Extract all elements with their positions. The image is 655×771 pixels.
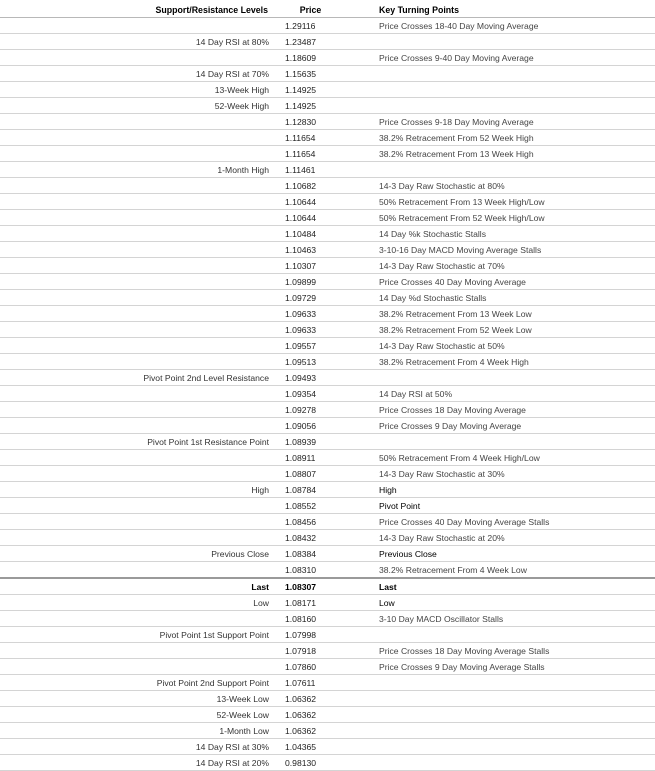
price-cell: 1.14925 <box>279 82 342 98</box>
table-row <box>0 178 655 194</box>
price-cell: 1.08552 <box>279 498 342 514</box>
level-cell <box>0 50 279 66</box>
table-row <box>0 418 655 434</box>
turning-point-cell: 14 Day RSI at 50% <box>342 386 655 402</box>
level-cell <box>0 194 279 210</box>
turning-point-cell: Price Crosses 9-18 Day Moving Average <box>342 114 655 130</box>
level-cell <box>0 146 279 162</box>
price-cell: 1.08807 <box>279 466 342 482</box>
price-cell: 1.08784 <box>279 482 342 498</box>
table-header-row <box>0 3 655 18</box>
table-row <box>0 290 655 306</box>
level-cell <box>0 498 279 514</box>
table-row <box>0 306 655 322</box>
level-cell <box>0 466 279 482</box>
price-cell: 1.23487 <box>279 34 342 50</box>
price-cell: 1.06362 <box>279 723 342 739</box>
table-row <box>0 226 655 242</box>
table-row <box>0 611 655 627</box>
turning-point-cell: 14 Day %d Stochastic Stalls <box>342 290 655 306</box>
price-cell: 1.09278 <box>279 402 342 418</box>
level-cell <box>0 402 279 418</box>
turning-point-cell <box>342 707 655 723</box>
turning-point-cell <box>342 98 655 114</box>
table-row <box>0 18 655 34</box>
turning-point-cell: 14-3 Day Raw Stochastic at 80% <box>342 178 655 194</box>
table-row <box>0 595 655 611</box>
level-cell: 14 Day RSI at 70% <box>0 66 279 82</box>
turning-point-cell: 38.2% Retracement From 52 Week High <box>342 130 655 146</box>
price-cell: 1.08310 <box>279 562 342 579</box>
price-cell: 1.09493 <box>279 370 342 386</box>
price-cell: 1.10644 <box>279 194 342 210</box>
level-cell: Low <box>0 595 279 611</box>
level-cell: 13-Week High <box>0 82 279 98</box>
turning-point-cell: 50% Retracement From 52 Week High/Low <box>342 210 655 226</box>
level-cell <box>0 322 279 338</box>
price-cell: 1.08939 <box>279 434 342 450</box>
level-cell <box>0 258 279 274</box>
price-cell: 1.08911 <box>279 450 342 466</box>
level-cell <box>0 659 279 675</box>
price-cell: 1.09557 <box>279 338 342 354</box>
turning-point-cell: 14-3 Day Raw Stochastic at 50% <box>342 338 655 354</box>
level-cell: Pivot Point 1st Support Point <box>0 627 279 643</box>
level-cell <box>0 242 279 258</box>
level-cell: 1-Month High <box>0 162 279 178</box>
level-cell <box>0 386 279 402</box>
level-cell: 52-Week Low <box>0 707 279 723</box>
level-cell <box>0 611 279 627</box>
price-cell: 1.07918 <box>279 643 342 659</box>
table-row <box>0 482 655 498</box>
price-cell: 1.09633 <box>279 306 342 322</box>
turning-point-cell: 38.2% Retracement From 52 Week Low <box>342 322 655 338</box>
table-row <box>0 338 655 354</box>
turning-point-cell: 38.2% Retracement From 13 Week High <box>342 146 655 162</box>
level-cell <box>0 514 279 530</box>
table-row <box>0 707 655 723</box>
header-key-turning-points: Key Turning Points <box>342 3 655 18</box>
level-cell <box>0 306 279 322</box>
table-row <box>0 162 655 178</box>
table-row <box>0 466 655 482</box>
turning-point-cell: Price Crosses 18-40 Day Moving Average <box>342 18 655 34</box>
table-row <box>0 723 655 739</box>
turning-point-cell <box>342 370 655 386</box>
turning-point-cell: Price Crosses 9 Day Moving Average <box>342 418 655 434</box>
level-cell: Last <box>0 578 279 595</box>
price-cell: 1.10463 <box>279 242 342 258</box>
turning-point-cell: 3-10 Day MACD Oscillator Stalls <box>342 611 655 627</box>
price-cell: 1.09633 <box>279 322 342 338</box>
level-cell <box>0 274 279 290</box>
level-cell <box>0 114 279 130</box>
table-row <box>0 675 655 691</box>
table-row <box>0 98 655 114</box>
level-cell <box>0 418 279 434</box>
price-cell: 1.08307 <box>279 578 342 595</box>
level-cell <box>0 530 279 546</box>
table-row <box>0 50 655 66</box>
table-row <box>0 402 655 418</box>
price-cell: 1.09513 <box>279 354 342 370</box>
turning-point-cell <box>342 739 655 755</box>
price-cell: 1.09729 <box>279 290 342 306</box>
table-row <box>0 739 655 755</box>
table-body <box>0 18 655 771</box>
price-cell: 1.09056 <box>279 418 342 434</box>
turning-point-cell: Price Crosses 9 Day Moving Average Stalls <box>342 659 655 675</box>
level-cell <box>0 562 279 579</box>
price-cell: 1.07998 <box>279 627 342 643</box>
turning-point-cell: Price Crosses 40 Day Moving Average <box>342 274 655 290</box>
price-cell: 1.07611 <box>279 675 342 691</box>
price-cell: 1.10484 <box>279 226 342 242</box>
table-row <box>0 66 655 82</box>
table-row <box>0 34 655 50</box>
level-cell: 14 Day RSI at 80% <box>0 34 279 50</box>
price-cell: 0.98130 <box>279 755 342 771</box>
turning-point-cell: Pivot Point <box>342 498 655 514</box>
table-row <box>0 691 655 707</box>
table-row <box>0 627 655 643</box>
level-cell: 14 Day RSI at 20% <box>0 755 279 771</box>
table-row <box>0 370 655 386</box>
turning-point-cell: High <box>342 482 655 498</box>
price-cell: 1.12830 <box>279 114 342 130</box>
turning-point-cell: 38.2% Retracement From 4 Week Low <box>342 562 655 579</box>
price-cell: 1.11461 <box>279 162 342 178</box>
price-cell: 1.08456 <box>279 514 342 530</box>
price-cell: 1.08432 <box>279 530 342 546</box>
turning-point-cell <box>342 723 655 739</box>
price-cell: 1.15635 <box>279 66 342 82</box>
price-cell: 1.10307 <box>279 258 342 274</box>
table-row <box>0 450 655 466</box>
turning-point-cell: 3-10-16 Day MACD Moving Average Stalls <box>342 242 655 258</box>
turning-point-cell: 50% Retracement From 4 Week High/Low <box>342 450 655 466</box>
turning-point-cell: 50% Retracement From 13 Week High/Low <box>342 194 655 210</box>
table-row <box>0 130 655 146</box>
turning-point-cell: Price Crosses 9-40 Day Moving Average <box>342 50 655 66</box>
level-cell <box>0 338 279 354</box>
table-row <box>0 578 655 595</box>
table-row <box>0 258 655 274</box>
level-cell <box>0 450 279 466</box>
level-cell: High <box>0 482 279 498</box>
table-row <box>0 82 655 98</box>
level-cell: Pivot Point 1st Resistance Point <box>0 434 279 450</box>
table-row <box>0 322 655 338</box>
table-row <box>0 114 655 130</box>
price-cell: 1.09899 <box>279 274 342 290</box>
level-cell <box>0 18 279 34</box>
price-cell: 1.04365 <box>279 739 342 755</box>
turning-point-cell <box>342 627 655 643</box>
turning-point-cell <box>342 34 655 50</box>
price-cell: 1.11654 <box>279 130 342 146</box>
level-cell: 1-Month Low <box>0 723 279 739</box>
table-row <box>0 354 655 370</box>
price-cell: 1.06362 <box>279 707 342 723</box>
level-cell: Pivot Point 2nd Level Resistance <box>0 370 279 386</box>
turning-point-cell: Previous Close <box>342 546 655 562</box>
turning-point-cell <box>342 691 655 707</box>
turning-point-cell <box>342 162 655 178</box>
turning-point-cell: 14-3 Day Raw Stochastic at 70% <box>342 258 655 274</box>
turning-point-cell: Price Crosses 18 Day Moving Average <box>342 402 655 418</box>
price-cell: 1.08171 <box>279 595 342 611</box>
table-row <box>0 242 655 258</box>
price-cell: 1.09354 <box>279 386 342 402</box>
turning-point-cell: Price Crosses 40 Day Moving Average Stalls <box>342 514 655 530</box>
table-row <box>0 659 655 675</box>
table-row <box>0 755 655 771</box>
level-cell <box>0 178 279 194</box>
turning-point-cell: 14-3 Day Raw Stochastic at 20% <box>342 530 655 546</box>
turning-point-cell: 38.2% Retracement From 13 Week Low <box>342 306 655 322</box>
table-row <box>0 434 655 450</box>
table-row <box>0 386 655 402</box>
price-cell: 1.29116 <box>279 18 342 34</box>
support-resistance-table <box>0 3 655 771</box>
price-cell: 1.07860 <box>279 659 342 675</box>
turning-point-cell <box>342 82 655 98</box>
price-cell: 1.10644 <box>279 210 342 226</box>
level-cell <box>0 643 279 659</box>
header-price: Price <box>279 3 342 18</box>
table-row <box>0 530 655 546</box>
level-cell: 14 Day RSI at 30% <box>0 739 279 755</box>
table-row <box>0 546 655 562</box>
level-cell <box>0 226 279 242</box>
price-cell: 1.10682 <box>279 178 342 194</box>
turning-point-cell <box>342 675 655 691</box>
turning-point-cell: 14 Day %k Stochastic Stalls <box>342 226 655 242</box>
level-cell: Previous Close <box>0 546 279 562</box>
turning-point-cell <box>342 755 655 771</box>
level-cell <box>0 290 279 306</box>
price-cell: 1.06362 <box>279 691 342 707</box>
level-cell <box>0 210 279 226</box>
table-row <box>0 146 655 162</box>
table-row <box>0 562 655 579</box>
turning-point-cell: Low <box>342 595 655 611</box>
table-row <box>0 498 655 514</box>
table-row <box>0 514 655 530</box>
turning-point-cell: Last <box>342 578 655 595</box>
table-row <box>0 274 655 290</box>
price-cell: 1.14925 <box>279 98 342 114</box>
price-cell: 1.08160 <box>279 611 342 627</box>
turning-point-cell: 38.2% Retracement From 4 Week High <box>342 354 655 370</box>
price-cell: 1.08384 <box>279 546 342 562</box>
level-cell <box>0 354 279 370</box>
price-cell: 1.18609 <box>279 50 342 66</box>
turning-point-cell: Price Crosses 18 Day Moving Average Stalls <box>342 643 655 659</box>
turning-point-cell: 14-3 Day Raw Stochastic at 30% <box>342 466 655 482</box>
level-cell <box>0 130 279 146</box>
turning-point-cell <box>342 66 655 82</box>
table-row <box>0 643 655 659</box>
table-row <box>0 194 655 210</box>
level-cell: 13-Week Low <box>0 691 279 707</box>
table-row <box>0 210 655 226</box>
level-cell: Pivot Point 2nd Support Point <box>0 675 279 691</box>
price-cell: 1.11654 <box>279 146 342 162</box>
turning-point-cell <box>342 434 655 450</box>
level-cell: 52-Week High <box>0 98 279 114</box>
header-support-resistance-levels: Support/Resistance Levels <box>0 3 279 18</box>
